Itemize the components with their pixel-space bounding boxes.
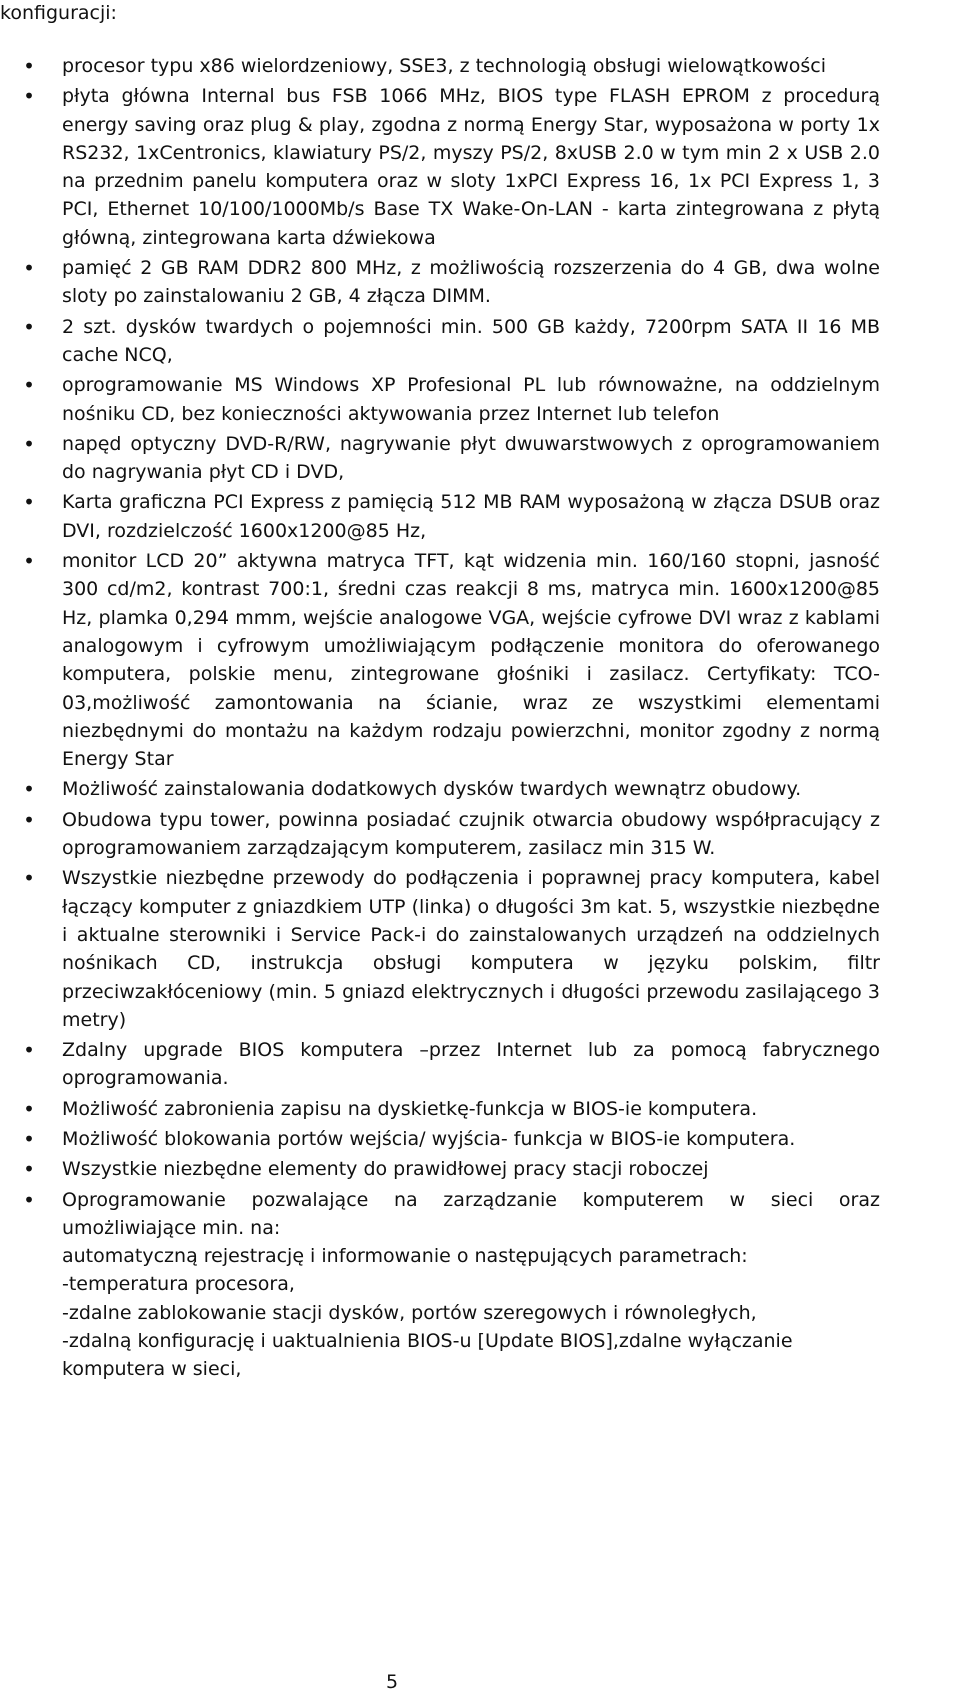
- list-item-text: procesor typu x86 wielordzeniowy, SSE3, z technologią obsługi wielowątkowości: [62, 55, 827, 77]
- bullet-icon: •: [23, 431, 35, 456]
- bullet-icon: •: [23, 256, 35, 281]
- list-item: [0, 1186, 960, 1384]
- list-item: [0, 430, 960, 487]
- bullet-icon: •: [23, 866, 35, 891]
- list-item: [0, 371, 960, 428]
- bullet-icon: •: [23, 314, 35, 339]
- bullet-icon: •: [23, 777, 35, 802]
- list-item-text: Wszystkie niezbędne przewody do podłączenia i poprawnej pracy komputera, kabel łączący komputer z gniazdkiem UTP (linka) o długości 3m kat. 5, wszystkie niezbędne i aktualne sterowniki i Service Pack-i do zainstalowanych urządzeń na oddzielnych nośnikach CD, instrukcja obsługi komputera w języku polskim, filtr przeciwzakłóceniowy (min. 5 gniazd elektrycznych i długości przewodu zasilającego 3 metry): [62, 867, 880, 1031]
- feature-line: -temperatura procesora,: [62, 1273, 295, 1296]
- bullet-icon: •: [23, 807, 35, 832]
- list-item: [0, 82, 960, 252]
- list-item-text: 2 szt. dysków twardych o pojemności min. 500 GB każdy, 7200rpm SATA II 16 MB cache NCQ,: [62, 315, 880, 366]
- list-item-text: płyta główna Internal bus FSB 1066 MHz, BIOS type FLASH EPROM z procedurą energy saving oraz plug & play, zgodna z normą Energy Star, wyposażona w porty 1x RS232, 1xCentronics, klawiatury PS/2, myszy PS/2, 8xUSB 2.0 w tym min 2 x USB 2.0 na przednim panelu komputera oraz w sloty 1xPCI Express 16, 1x PCI Express 1, 3 PCI, Ethernet 10/100/1000Mb/s Base TX Wake-On-LAN - karta zintegrowana z płytą główną, zintegrowana karta dźwiekowa: [62, 85, 880, 249]
- bullet-icon: •: [23, 549, 35, 574]
- bullet-icon: •: [23, 373, 35, 398]
- page-number: 5: [386, 1671, 399, 1693]
- list-item-text: Możliwość blokowania portów wejścia/ wyjścia- funkcja w BIOS-ie komputera.: [62, 1127, 796, 1150]
- specification-list: [0, 52, 960, 1386]
- bullet-icon: •: [23, 1157, 35, 1182]
- list-item: [0, 547, 960, 773]
- list-item: [0, 313, 960, 370]
- list-item-text: napęd optyczny DVD-R/RW, nagrywanie płyt dwuwarstwowych z oprogramowaniem do nagrywania płyt CD i DVD,: [62, 432, 880, 484]
- list-item: [0, 864, 960, 1034]
- bullet-icon: •: [23, 1038, 35, 1063]
- bullet-icon: •: [23, 1096, 35, 1121]
- list-item-text: Obudowa typu tower, powinna posiadać czujnik otwarcia obudowy współpracujący z oprogramowaniem zarządzającym komputerem, zasilacz min 315 W.: [62, 808, 880, 860]
- feature-line: -zdalne zablokowanie stacji dysków, portów szeregowych i równoległych,: [62, 1301, 757, 1324]
- management-features: [62, 1242, 880, 1383]
- list-item: [0, 488, 960, 545]
- feature-line: automatyczną rejestrację i informowanie o następujących parametrach:: [62, 1245, 748, 1268]
- bullet-icon: •: [23, 54, 35, 78]
- list-item: [0, 1095, 960, 1123]
- list-item-text: Możliwość zainstalowania dodatkowych dysków twardych wewnątrz obudowy.: [62, 778, 802, 801]
- list-item: [0, 806, 960, 863]
- section-heading: konfiguracji:: [0, 2, 117, 24]
- bullet-icon: •: [23, 84, 35, 109]
- list-item-text: Zdalny upgrade BIOS komputera –przez Internet lub za pomocą fabrycznego oprogramowania.: [62, 1039, 880, 1090]
- list-item-text: oprogramowanie MS Windows XP Profesional PL lub równoważne, na oddzielnym nośniku CD, bez konieczności aktywowania przez Internet lub telefon: [62, 374, 880, 425]
- list-item: [0, 254, 960, 311]
- list-item: [0, 1125, 960, 1153]
- list-item: [0, 1036, 960, 1093]
- list-item-text: Wszystkie niezbędne elementy do prawidłowej pracy stacji roboczej: [62, 1158, 709, 1181]
- bullet-icon: •: [23, 490, 35, 515]
- list-item-text: monitor LCD 20” aktywna matryca TFT, kąt widzenia min. 160/160 stopni, jasność 300 cd/m2, kontrast 700:1, średni czas reakcji 8 ms, matryca min. 1600x1200@85 Hz, plamka 0,294 mmm, wejście analogowe VGA, wejście cyfrowe DVI wraz z kablami analogowym i cyfrowym umożliwiającym podłączenie monitora do oferowanego komputera, polskie menu, zintegrowane głośniki i zasilacz. Certyfikaty: TCO-03,możliwość zamontowania na ścianie, wraz ze wszystkimi elementami niezbędnymi do montażu na każdym rodzaju powierzchni, monitor zgodny z normą Energy Star: [62, 550, 880, 771]
- list-item-text: Karta graficzna PCI Express z pamięcią 512 MB RAM wyposażoną w złącza DSUB oraz DVI, rozdzielczość 1600x1200@85 Hz,: [62, 491, 880, 542]
- list-item-text: Oprogramowanie pozwalające na zarządzanie komputerem w sieci oraz umożliwiające min. na:: [62, 1188, 880, 1239]
- bullet-icon: •: [23, 1187, 35, 1212]
- list-item-text: pamięć 2 GB RAM DDR2 800 MHz, z możliwością rozszerzenia do 4 GB, dwa wolne sloty po zainstalowaniu 2 GB, 4 złącza DIMM.: [62, 257, 880, 308]
- bullet-icon: •: [23, 1126, 35, 1151]
- list-item: [0, 1155, 960, 1183]
- list-item-text: Możliwość zabronienia zapisu na dyskietkę-funkcja w BIOS-ie komputera.: [62, 1097, 758, 1120]
- list-item: [0, 52, 960, 80]
- feature-line: -zdalną konfigurację i uaktualnienia BIOS-u [Update BIOS],zdalne wyłączanie komputera w sieci,: [62, 1330, 793, 1381]
- list-item: [0, 775, 960, 803]
